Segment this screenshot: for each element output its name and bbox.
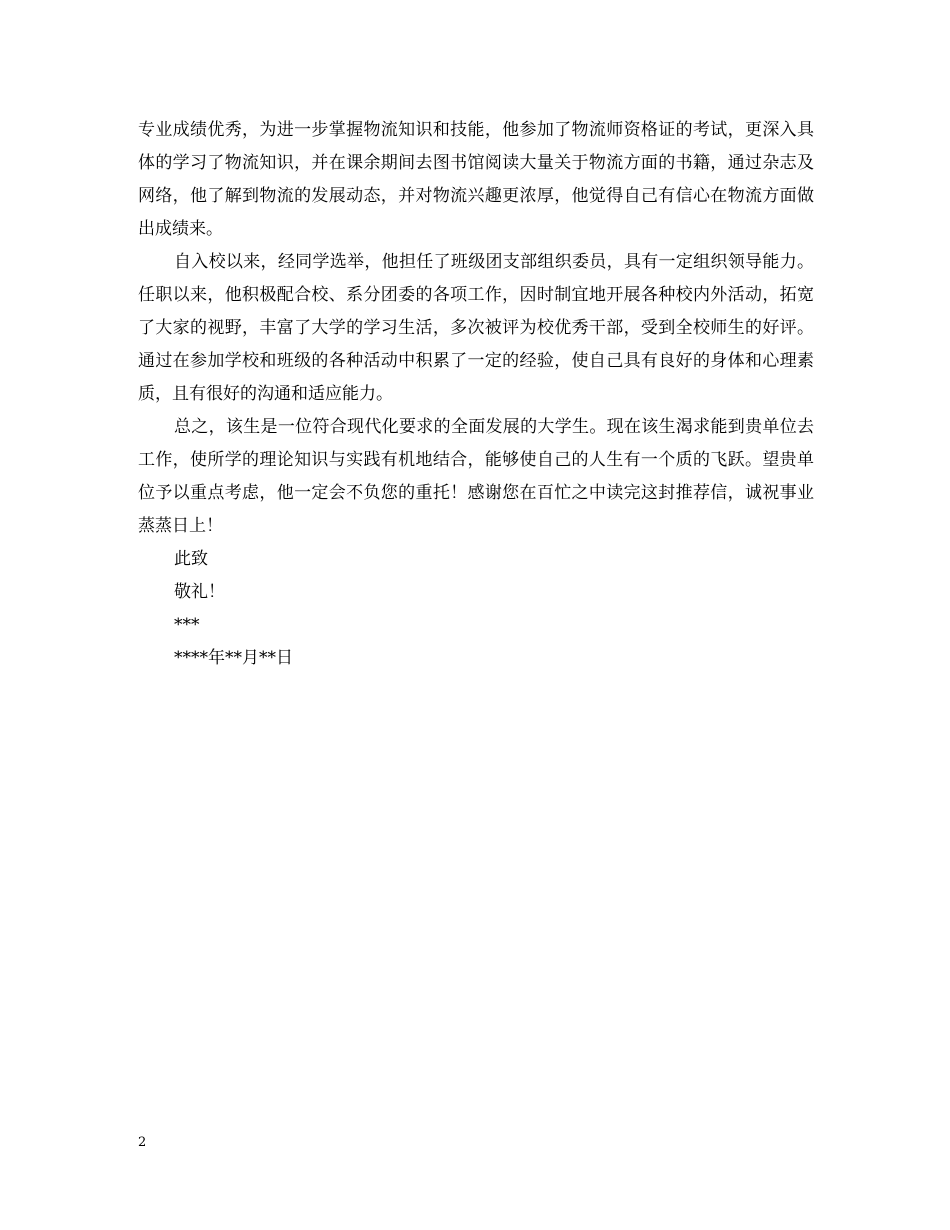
- letter-body: [138, 114, 814, 675]
- date-line: ****年**月**日: [174, 648, 293, 668]
- signature: ***: [174, 615, 200, 635]
- page-number: 2: [138, 1135, 147, 1150]
- closing-regards: 敬礼！: [174, 582, 225, 602]
- paragraph-student-leadership: 自入校以来，经同学选举，他担任了班级团支部组织委员，具有一定组织领导能力。任职以来，他积极配合校、系分团委的各项工作，因时制宜地开展各种校内外活动，拓宽了大家的视野，丰富了大学的学习生活，多次被评为校优秀干部，受到全校师生的好评。通过在参加学校和班级的各种活动中积累了一定的经验，使自己具有良好的身体和心理素质，且有很好的沟通和适应能力。: [138, 252, 814, 404]
- paragraph-continued: 专业成绩优秀，为进一步掌握物流知识和技能，他参加了物流师资格证的考试，更深入具体的学习了物流知识，并在课余期间去图书馆阅读大量关于物流方面的书籍，通过杂志及网络，他了解到物流的发展动态，并对物流兴趣更浓厚，他觉得自己有信心在物流方面做出成绩来。: [138, 120, 814, 239]
- paragraph-conclusion: 总之，该生是一位符合现代化要求的全面发展的大学生。现在该生渴求能到贵单位去工作，使所学的理论知识与实践有机地结合，能够使自己的人生有一个质的飞跃。望贵单位予以重点考虑，他一定会不负您的重托！感谢您在百忙之中读完这封推荐信，诚祝事业蒸蒸日上！: [138, 417, 814, 536]
- closing-salutation: 此致: [174, 549, 208, 569]
